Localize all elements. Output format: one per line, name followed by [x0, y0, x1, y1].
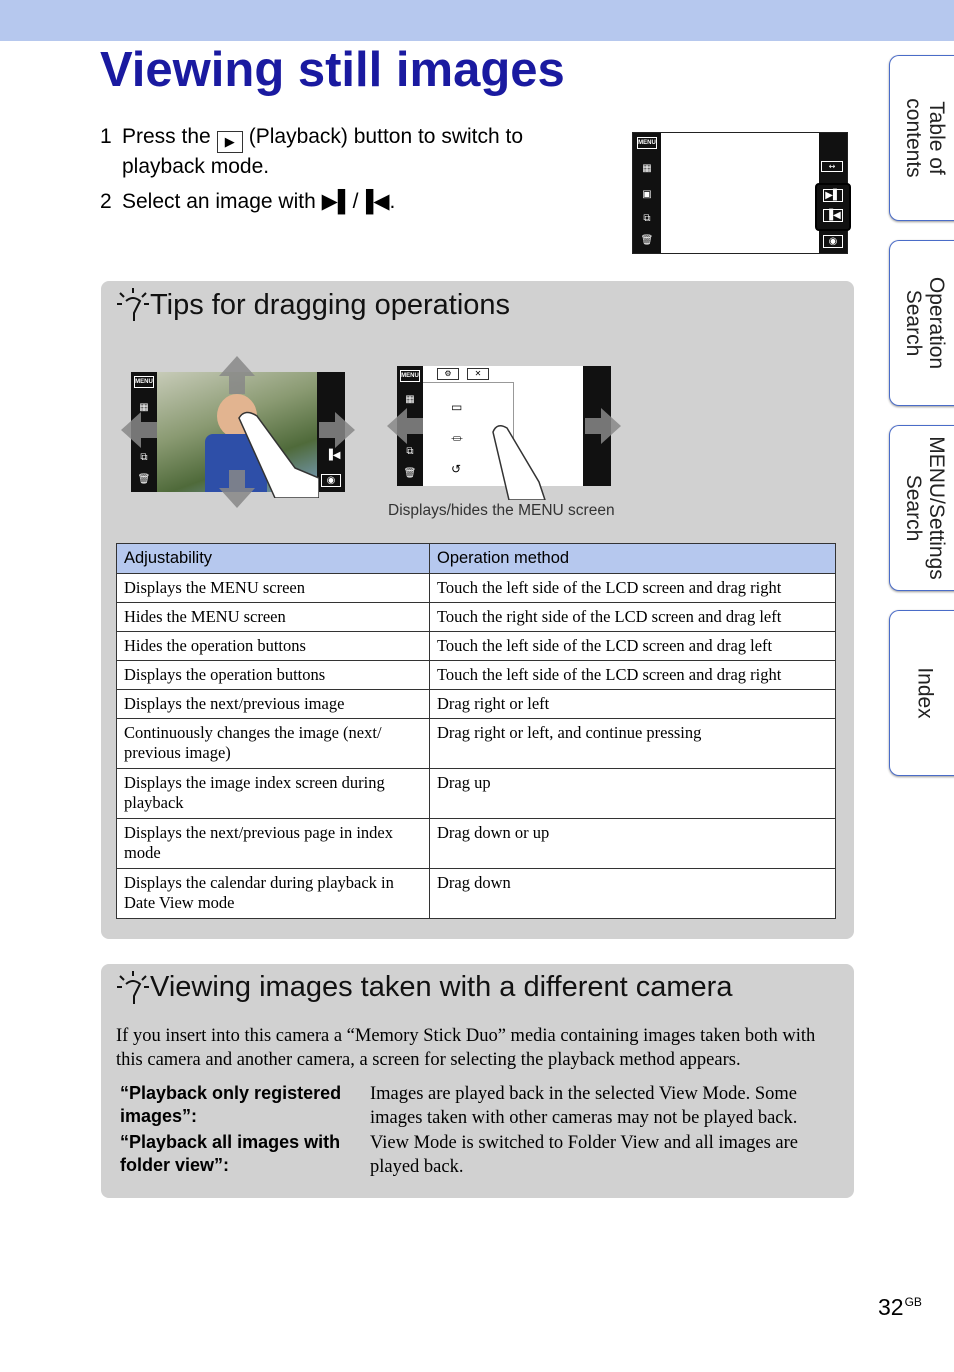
calendar-icon: ▦: [405, 394, 415, 405]
table-cell: Drag right or left, and continue pressing: [430, 719, 836, 769]
trash-icon: 🗑: [403, 468, 417, 479]
tab-operation-search[interactable]: [889, 240, 954, 406]
menu-icon: MENU: [637, 137, 657, 149]
tips-dragging-heading: Tips for dragging operations: [150, 289, 511, 321]
trash-icon: 🗑: [640, 235, 654, 246]
table-row: [117, 819, 836, 869]
tab-label: MENU/Settings Search: [902, 436, 948, 580]
step-2: [100, 187, 620, 217]
table-cell: Touch the left side of the LCD screen and drag right: [430, 661, 836, 690]
tab-label: Operation Search: [902, 276, 948, 370]
step-text: Select an image with ▶▌/▐◀.: [122, 190, 396, 213]
table-cell: Displays the operation buttons: [117, 661, 430, 690]
step-number: 1: [100, 125, 112, 148]
step-text-pre: Press the: [122, 125, 211, 148]
close-icon: ✕: [467, 368, 489, 380]
tab-label: Index: [913, 667, 937, 719]
table-cell: Displays the calendar during playback in Date View mode: [117, 869, 430, 919]
header-band: [0, 0, 954, 41]
calendar-icon: ▦: [139, 402, 149, 413]
tab-index[interactable]: [889, 610, 954, 776]
table-cell: Drag up: [430, 769, 836, 819]
table-cell: Touch the left side of the LCD screen and drag right: [430, 574, 836, 603]
tab-menu-settings-search[interactable]: [889, 425, 954, 591]
table-row: [117, 603, 836, 632]
zoom-icon: ↔: [821, 161, 843, 172]
different-camera-paragraph: If you insert into this camera a “Memory Stick Duo” media containing images taken both with this camera and another camera, a screen for selecting the playback method appears.: [116, 1026, 816, 1070]
table-row: [117, 690, 836, 719]
camera-mode-icon: ◉: [823, 235, 843, 248]
table-cell: Touch the right side of the LCD screen and drag left: [430, 603, 836, 632]
page-number-suffix: GB: [904, 1295, 922, 1309]
settings-icon: ⚙: [437, 368, 459, 380]
option-term: “Playback all images with folder view”:: [120, 1132, 341, 1175]
table-cell: Drag down: [430, 869, 836, 919]
table-cell: Hides the MENU screen: [117, 603, 430, 632]
table-header-row: [117, 544, 836, 574]
table-cell: Hides the operation buttons: [117, 632, 430, 661]
calendar-icon: ▦: [642, 163, 652, 174]
tab-table-of-contents[interactable]: [889, 55, 954, 221]
option-description: Images are played back in the selected View Mode. Some images taken with other cameras may not be played back.: [370, 1084, 798, 1128]
table-row: [117, 574, 836, 603]
slideshow-icon: ⧉: [643, 213, 651, 224]
drag-direction-arrows: [121, 354, 357, 510]
protect-icon: ⏛: [451, 432, 464, 446]
tip-bulb-icon: [116, 970, 150, 1006]
table-row: [117, 719, 836, 769]
step-1: [100, 122, 620, 182]
rotate-icon: ↺: [451, 462, 462, 476]
step-text-line2: playback mode.: [122, 155, 270, 178]
table-cell: Displays the image index screen during playback: [117, 769, 430, 819]
drag-operations-table: [116, 543, 836, 919]
trash-icon: 🗑: [137, 474, 151, 485]
step-text-post: (Playback) button to switch to: [248, 125, 524, 148]
previous-image-icon: ▐◀: [823, 209, 843, 222]
camera-screen-illustration: [632, 132, 848, 254]
table-cell: Touch the left side of the LCD screen and drag left: [430, 632, 836, 661]
table-row: [117, 869, 836, 919]
table-row: [117, 661, 836, 690]
nav-buttons-highlight: [815, 183, 851, 231]
menu-screen-caption: Displays/hides the MENU screen: [388, 502, 615, 519]
step-text: [122, 122, 523, 153]
table-cell: Drag right or left: [430, 690, 836, 719]
page-title: Viewing still images: [100, 43, 565, 97]
step-number: 2: [100, 190, 112, 213]
table-cell: Continuously changes the image (next/ previous image): [117, 719, 430, 769]
page-number-value: 32: [878, 1294, 904, 1320]
column-header: Operation method: [430, 544, 836, 574]
slideshow-icon: ⧉: [140, 452, 148, 463]
play-icon: ▶: [217, 131, 243, 153]
menu-panel-header: [423, 366, 513, 383]
tab-label: Table of contents: [902, 98, 948, 178]
option-description: View Mode is switched to Folder View and all images are played back.: [370, 1133, 798, 1177]
table-row: [117, 769, 836, 819]
page-number: [878, 1294, 922, 1321]
next-image-icon: ▶▌: [823, 189, 843, 202]
table-cell: Drag down or up: [430, 819, 836, 869]
slideshow-icon: ⧉: [406, 446, 414, 457]
tips-different-camera-heading: Viewing images taken with a different camera: [150, 971, 733, 1003]
column-header: Adjustability: [117, 544, 430, 574]
menu-icon: MENU: [134, 376, 154, 388]
camera-mode-icon: ◉: [321, 474, 341, 487]
table-cell: Displays the MENU screen: [117, 574, 430, 603]
tip-bulb-icon: [116, 287, 150, 323]
table-cell: Displays the next/previous page in index mode: [117, 819, 430, 869]
table-cell: Displays the next/previous image: [117, 690, 430, 719]
table-row: [117, 632, 836, 661]
index-view-icon: ▣: [642, 189, 652, 200]
menu-drag-arrows: [387, 406, 623, 446]
previous-image-icon: ▐◀: [325, 450, 341, 461]
retouch-icon: ▭: [451, 400, 463, 414]
option-term: “Playback only registered images”:: [120, 1083, 342, 1126]
menu-icon: MENU: [400, 370, 420, 382]
